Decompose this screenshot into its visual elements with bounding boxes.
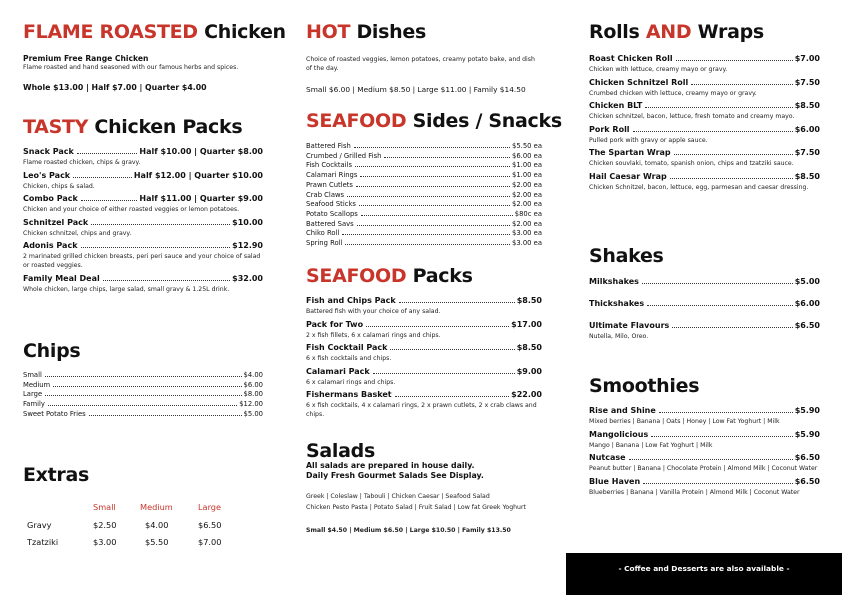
extras-medium-price: $4.00 xyxy=(145,520,169,530)
menu-item xyxy=(306,220,542,230)
menu-item-desc: Whole chicken, large chips, large salad, small gravy & 1.25L drink. xyxy=(23,285,230,293)
menu-item-name: Chicken Schnitzel Roll xyxy=(589,77,689,87)
extras-name: Tzatziki xyxy=(27,537,59,547)
menu-item-desc: Chicken schnitzel, bacon, lettuce, fresh tomato and creamy mayo. xyxy=(589,113,795,121)
title-main-2: Wraps xyxy=(697,21,764,43)
menu-item-name: Sweet Potato Fries xyxy=(23,409,86,418)
menu-item xyxy=(306,367,542,388)
seafood-sides-title xyxy=(306,110,562,132)
title-accent: HOT xyxy=(306,21,351,43)
menu-item xyxy=(306,296,542,317)
salads-section xyxy=(306,461,542,536)
menu-item-price: $1.00 ea xyxy=(512,161,542,170)
menu-item xyxy=(23,218,263,239)
menu-item-price: $6.50 xyxy=(794,476,820,486)
menu-item-name: Combo Pack xyxy=(23,194,78,204)
dot-leader xyxy=(342,234,510,235)
seafood-sides-list xyxy=(306,142,542,249)
dot-leader xyxy=(633,131,793,132)
chicken-packs-title xyxy=(23,116,242,138)
menu-item-desc: Chicken Schnitzel, bacon, lettuce, egg, parmesan and caesar dressing. xyxy=(589,183,809,191)
dot-leader xyxy=(629,459,793,460)
title-accent: SEAFOOD xyxy=(306,265,407,287)
menu-item-name: Family Meal Deal xyxy=(23,273,100,283)
seafood-packs-list xyxy=(306,296,542,420)
dot-leader xyxy=(691,84,792,85)
dot-leader xyxy=(53,386,241,387)
menu-item-price: $4.00 xyxy=(243,371,263,379)
menu-item xyxy=(23,390,263,400)
salads-list-2: Chicken Pesto Pasta | Potato Salad | Fruit Salad | Low fat Greek Yoghurt xyxy=(306,504,526,511)
menu-item-row xyxy=(23,171,263,181)
title-main: Sides / Snacks xyxy=(412,110,562,132)
menu-item-price: $17.00 xyxy=(511,319,542,329)
menu-item-desc: Blueberries | Banana | Vanilla Protein | Almond Milk | Coconut Water xyxy=(589,488,800,496)
menu-item-desc: Flame roasted chicken, chips & gravy. xyxy=(23,159,141,166)
dot-leader xyxy=(366,326,509,327)
menu-item-price: $10.00 xyxy=(232,217,263,227)
menu-item xyxy=(23,194,263,215)
menu-item-row xyxy=(306,142,542,152)
flame-subtitle: Premium Free Range Chicken xyxy=(23,54,149,63)
shakes-list xyxy=(589,277,820,342)
menu-item-price: $7.00 xyxy=(794,54,820,63)
dot-leader xyxy=(359,205,510,206)
menu-item-price: $9.00 xyxy=(516,366,542,376)
menu-item-row xyxy=(23,390,263,400)
menu-item-row xyxy=(23,241,263,251)
menu-item-name: Ultimate Flavours xyxy=(589,321,670,330)
menu-item-row xyxy=(589,148,820,158)
menu-item-price: $3.00 ea xyxy=(512,229,542,238)
menu-item xyxy=(23,274,263,295)
extras-small-price: $3.00 xyxy=(93,537,117,547)
dot-leader xyxy=(676,60,793,61)
menu-item-price: $6.00 ea xyxy=(512,151,542,160)
dot-leader xyxy=(357,225,510,226)
menu-item-row xyxy=(306,390,542,400)
menu-item xyxy=(589,321,820,342)
menu-item-row xyxy=(589,101,820,111)
menu-item-name: Fish Cocktail Pack xyxy=(306,343,388,353)
menu-item-desc: Chicken and your choice of either roasted veggies or lemon potatoes. xyxy=(23,206,240,214)
menu-item-row xyxy=(589,430,820,440)
menu-item-desc: 6 x fish cocktails, 4 x calamari rings, 2 x prawn cutlets, 2 x crab claws and chips. xyxy=(306,402,537,418)
menu-item xyxy=(589,54,820,75)
menu-item-price: Half $10.00 | Quarter $8.00 xyxy=(139,147,263,156)
salads-note-1: All salads are prepared in house daily. xyxy=(306,461,475,470)
menu-item-price: $6.50 xyxy=(794,321,820,330)
salads-note-2: Daily Fresh Gourmet Salads See Display. xyxy=(306,471,484,480)
menu-item-row xyxy=(306,229,542,239)
rolls-wraps-list xyxy=(589,54,820,193)
menu-item-price: $6.00 xyxy=(794,124,820,134)
menu-item xyxy=(23,371,263,381)
menu-item-price: $22.00 xyxy=(511,390,542,400)
menu-item-row xyxy=(589,299,820,309)
menu-item-row xyxy=(589,321,820,331)
menu-item-name: Rise and Shine xyxy=(589,406,656,415)
menu-item-row xyxy=(306,200,542,210)
menu-item-price: $3.00 ea xyxy=(512,239,542,248)
menu-item-name: Crab Claws xyxy=(306,190,345,199)
menu-item-name: Battered Savs xyxy=(306,219,354,228)
menu-item-row xyxy=(306,320,542,330)
title-accent: AND xyxy=(645,21,692,43)
chips-title xyxy=(23,340,80,362)
menu-item xyxy=(306,390,542,419)
salads-list-1: Greek | Coleslaw | Tabouli | Chicken Caesar | Seafood Salad xyxy=(306,493,490,500)
dot-leader xyxy=(672,327,792,328)
menu-item xyxy=(589,406,820,427)
title-main: Chicken xyxy=(204,21,286,43)
menu-item-name: Calamari Pack xyxy=(306,366,370,376)
menu-item xyxy=(23,400,263,410)
flame-roasted-section xyxy=(23,54,263,93)
hot-dishes-section xyxy=(306,56,542,95)
menu-item-desc: Mango | Banana | Low Fat Yoghurt | Milk xyxy=(589,441,713,449)
smoothies-title xyxy=(589,375,699,397)
menu-item xyxy=(23,171,263,192)
menu-item-desc: 6 x calamari rings and chips. xyxy=(306,378,396,386)
menu-item-price: $6.00 xyxy=(794,299,820,308)
extras-header-row xyxy=(23,502,233,514)
footer-text: - Coffee and Desserts are also available - xyxy=(618,564,790,573)
dot-leader xyxy=(360,176,510,177)
menu-item-row xyxy=(589,453,820,463)
menu-item-name: Hail Caesar Wrap xyxy=(589,171,667,181)
extras-large-price: $6.50 xyxy=(198,520,222,530)
menu-item-desc: Chicken, chips & salad. xyxy=(23,182,95,190)
dot-leader xyxy=(395,396,510,397)
menu-item-price: $8.50 xyxy=(794,171,820,181)
footer-band xyxy=(566,553,842,595)
menu-item-price: $5.50 ea xyxy=(512,142,542,150)
menu-item-name: Battered Fish xyxy=(306,142,351,150)
dot-leader xyxy=(345,244,510,245)
menu-item-name: Schnitzel Pack xyxy=(23,217,89,227)
menu-item-name: Fish and Chips Pack xyxy=(306,296,396,305)
dot-leader xyxy=(356,186,510,187)
menu-item xyxy=(306,152,542,162)
menu-item-desc: 2 x fish fillets, 6 x calamari rings and chips. xyxy=(306,331,441,339)
dot-leader xyxy=(355,166,510,167)
extras-title xyxy=(23,464,89,486)
salads-title xyxy=(306,440,375,462)
menu-item xyxy=(589,299,820,309)
menu-item-row xyxy=(306,220,542,230)
menu-item-price: $5.00 xyxy=(794,277,820,286)
menu-item-name: Mangolicious xyxy=(589,429,649,439)
menu-item-price: Half $11.00 | Quarter $9.00 xyxy=(139,194,263,204)
title-main: Rolls xyxy=(589,21,640,43)
hot-dishes-title xyxy=(306,21,426,43)
menu-item-price: $7.50 xyxy=(794,148,820,158)
extras-header-small: Small xyxy=(93,502,116,512)
dot-leader xyxy=(48,405,237,406)
menu-item-name: Blue Haven xyxy=(589,476,641,486)
title-main: Salads xyxy=(306,440,375,462)
menu-item-row xyxy=(589,277,820,287)
dot-leader xyxy=(384,157,510,158)
menu-item-name: Family xyxy=(23,400,45,409)
menu-item-name: Roast Chicken Roll xyxy=(589,54,673,63)
menu-item xyxy=(306,142,542,152)
dot-leader xyxy=(45,376,242,377)
menu-item xyxy=(306,171,542,181)
extras-row xyxy=(23,537,233,549)
menu-item-price: $12.00 xyxy=(239,400,263,409)
dot-leader xyxy=(81,200,138,201)
dot-leader xyxy=(670,178,793,179)
title-accent: TASTY xyxy=(23,116,89,138)
menu-item xyxy=(306,239,542,249)
menu-item-row xyxy=(23,194,263,204)
menu-item xyxy=(589,101,820,122)
menu-item-price: $2.00 ea xyxy=(512,180,542,189)
dot-leader xyxy=(103,280,230,281)
dot-leader xyxy=(643,483,793,484)
menu-item-price: $8.50 xyxy=(516,343,542,353)
menu-item-desc: Chicken souvlaki, tomato, spanish onion, chips and tzatziki sauce. xyxy=(589,160,794,168)
menu-item-name: The Spartan Wrap xyxy=(589,148,671,158)
menu-item-desc: Peanut butter | Banana | Chocolate Protein | Almond Milk | Coconut Water xyxy=(589,465,818,473)
dot-leader xyxy=(73,177,132,178)
chips-list xyxy=(23,371,263,420)
dot-leader xyxy=(45,395,241,396)
extras-header-large: Large xyxy=(198,502,222,512)
menu-item-name: Seafood Sticks xyxy=(306,200,356,209)
dot-leader xyxy=(674,154,793,155)
menu-item-row xyxy=(589,172,820,182)
dot-leader xyxy=(659,412,793,413)
hot-desc: Choice of roasted veggies, lemon potatoes, creamy potato bake, and dish of the day. xyxy=(306,56,535,72)
menu-item-price: $32.00 xyxy=(232,273,263,283)
dot-leader xyxy=(347,196,510,197)
dot-leader xyxy=(373,373,515,374)
chicken-packs-list xyxy=(23,147,263,294)
menu-item-desc: Mixed berries | Banana | Oats | Honey | Low Fat Yoghurt | Milk xyxy=(589,418,780,425)
flame-prices: Whole $13.00 | Half $7.00 | Quarter $4.00 xyxy=(23,82,207,92)
title-accent: SEAFOOD xyxy=(306,110,407,132)
menu-item-name: Snack Pack xyxy=(23,147,74,156)
menu-item-row xyxy=(306,296,542,306)
menu-item xyxy=(23,381,263,391)
menu-item-name: Spring Roll xyxy=(306,239,343,248)
menu-item xyxy=(306,210,542,220)
menu-item-row xyxy=(306,161,542,171)
extras-small-price: $2.50 xyxy=(93,520,117,530)
menu-item-name: Fish Cocktails xyxy=(306,161,353,170)
menu-item xyxy=(589,172,820,193)
menu-item xyxy=(306,191,542,201)
menu-item-row xyxy=(23,218,263,228)
menu-item-name: Small xyxy=(23,371,42,379)
menu-item-row xyxy=(306,181,542,191)
menu-item-price: $6.00 xyxy=(243,380,263,389)
menu-item-desc: Nutella, Milo, Oreo. xyxy=(589,333,649,340)
menu-item-name: Leo's Pack xyxy=(23,170,71,180)
menu-item xyxy=(23,241,263,270)
menu-item-name: Nutcase xyxy=(589,453,626,463)
menu-item-price: $80c ea xyxy=(514,209,542,218)
title-main: Chicken Packs xyxy=(94,116,243,138)
title-main: Extras xyxy=(23,464,90,486)
menu-item-desc: Crumbed chicken with lettuce, creamy mayo or gravy. xyxy=(589,89,757,97)
menu-item xyxy=(589,277,820,287)
dot-leader xyxy=(354,147,510,148)
hot-prices: Small $6.00 | Medium $8.50 | Large $11.00 | Family $14.50 xyxy=(306,85,526,95)
menu-item-desc: 6 x fish cocktails and chips. xyxy=(306,355,392,363)
menu-item-row xyxy=(589,477,820,487)
menu-item-price: $5.90 xyxy=(794,429,820,439)
dot-leader xyxy=(91,224,230,225)
menu-item-row xyxy=(306,239,542,249)
menu-item-name: Chiko Roll xyxy=(306,229,340,238)
menu-item xyxy=(589,430,820,451)
dot-leader xyxy=(645,107,792,108)
extras-name: Gravy xyxy=(27,520,52,530)
title-main: Shakes xyxy=(589,245,664,267)
shakes-title xyxy=(589,245,664,267)
title-main: Smoothies xyxy=(589,375,700,397)
menu-item-price: $5.00 xyxy=(243,409,263,418)
menu-item-price: $2.00 ea xyxy=(512,200,542,209)
menu-item-name: Prawn Cutlets xyxy=(306,180,353,189)
menu-item-name: Calamari Rings xyxy=(306,171,358,180)
menu-item-name: Pork Roll xyxy=(589,124,630,134)
title-main: Dishes xyxy=(356,21,426,43)
menu-item xyxy=(306,229,542,239)
menu-item xyxy=(306,161,542,171)
menu-item xyxy=(589,125,820,146)
menu-item xyxy=(306,181,542,191)
menu-item-price: $2.00 ea xyxy=(512,219,542,228)
dot-leader xyxy=(399,302,515,303)
flame-desc: Flame roasted and hand seasoned with our famous herbs and spices. xyxy=(23,64,239,71)
menu-item-row xyxy=(23,274,263,284)
menu-item-price: $8.00 xyxy=(243,390,263,399)
extras-header-medium: Medium xyxy=(140,502,173,512)
menu-item-row xyxy=(589,78,820,88)
menu-item-desc: Battered fish with your choice of any salad. xyxy=(306,308,441,315)
extras-row xyxy=(23,520,233,532)
salads-prices: Small $4.50 | Medium $6.50 | Large $10.50 | Family $13.50 xyxy=(306,527,511,534)
menu-item xyxy=(589,453,820,474)
menu-item-row xyxy=(306,367,542,377)
menu-item-price: $8.50 xyxy=(516,296,542,305)
menu-item-name: Pack for Two xyxy=(306,319,364,329)
menu-item-name: Fishermans Basket xyxy=(306,390,392,400)
title-main: Chips xyxy=(23,340,81,362)
menu-item-row xyxy=(306,191,542,201)
menu-item-row xyxy=(23,400,263,410)
menu-item-name: Medium xyxy=(23,380,51,389)
menu-item-name: Milkshakes xyxy=(589,277,639,286)
flame-roasted-title xyxy=(23,21,286,43)
title-accent: FLAME ROASTED xyxy=(23,21,198,43)
menu-item-price: $8.50 xyxy=(794,101,820,111)
dot-leader xyxy=(390,349,514,350)
menu-item-price: $7.50 xyxy=(794,77,820,87)
menu-item-row xyxy=(23,410,263,420)
menu-item xyxy=(306,343,542,364)
menu-item-row xyxy=(589,406,820,416)
extras-medium-price: $5.50 xyxy=(145,537,169,547)
menu-item-name: Chicken BLT xyxy=(589,101,643,111)
dot-leader xyxy=(647,305,793,306)
dot-leader xyxy=(89,415,242,416)
menu-item-row xyxy=(589,54,820,64)
menu-item-price: $5.90 xyxy=(794,406,820,415)
dot-leader xyxy=(81,247,231,248)
menu-item-name: Potato Scallops xyxy=(306,209,358,218)
menu-item-desc: Chicken schnitzel, chips and gravy. xyxy=(23,229,132,237)
title-main: Packs xyxy=(412,265,473,287)
menu-item-price: $12.90 xyxy=(232,241,263,251)
seafood-packs-title xyxy=(306,265,473,287)
menu-item-row xyxy=(589,125,820,135)
menu-item-name: Large xyxy=(23,390,43,399)
menu-item-price: Half $12.00 | Quarter $10.00 xyxy=(133,170,263,180)
dot-leader xyxy=(77,153,138,154)
menu-item-price: $2.00 ea xyxy=(512,190,542,199)
menu-item-row xyxy=(306,343,542,353)
smoothies-list xyxy=(589,406,820,497)
menu-item-name: Thickshakes xyxy=(589,299,645,308)
menu-item xyxy=(306,200,542,210)
menu-item xyxy=(589,477,820,498)
menu-item xyxy=(306,320,542,341)
dot-leader xyxy=(642,283,793,284)
menu-item xyxy=(589,148,820,169)
rolls-wraps-title xyxy=(589,21,764,43)
menu-item-row xyxy=(23,147,263,157)
menu-item-row xyxy=(306,210,542,220)
menu-item-price: $1.00 ea xyxy=(512,171,542,180)
menu-item xyxy=(589,78,820,99)
menu-item-row xyxy=(306,171,542,181)
menu-item-name: Adonis Pack xyxy=(23,241,78,251)
menu-item-row xyxy=(23,371,263,381)
menu-item-desc: Chicken with lettuce, creamy mayo or gravy. xyxy=(589,66,728,73)
menu-item xyxy=(23,147,263,168)
menu-item-name: Crumbed / Grilled Fish xyxy=(306,151,382,160)
menu-item-price: $6.50 xyxy=(794,453,820,463)
extras-large-price: $7.00 xyxy=(198,537,222,547)
menu-item-desc: 2 marinated grilled chicken breasts, peri peri sauce and your choice of salad or roasted veggies. xyxy=(23,253,261,269)
menu-item-desc: Pulled pork with gravy or apple sauce. xyxy=(589,136,708,144)
menu-item-row xyxy=(306,152,542,162)
menu-item-row xyxy=(23,381,263,391)
menu-item xyxy=(23,410,263,420)
dot-leader xyxy=(651,436,792,437)
dot-leader xyxy=(361,215,513,216)
